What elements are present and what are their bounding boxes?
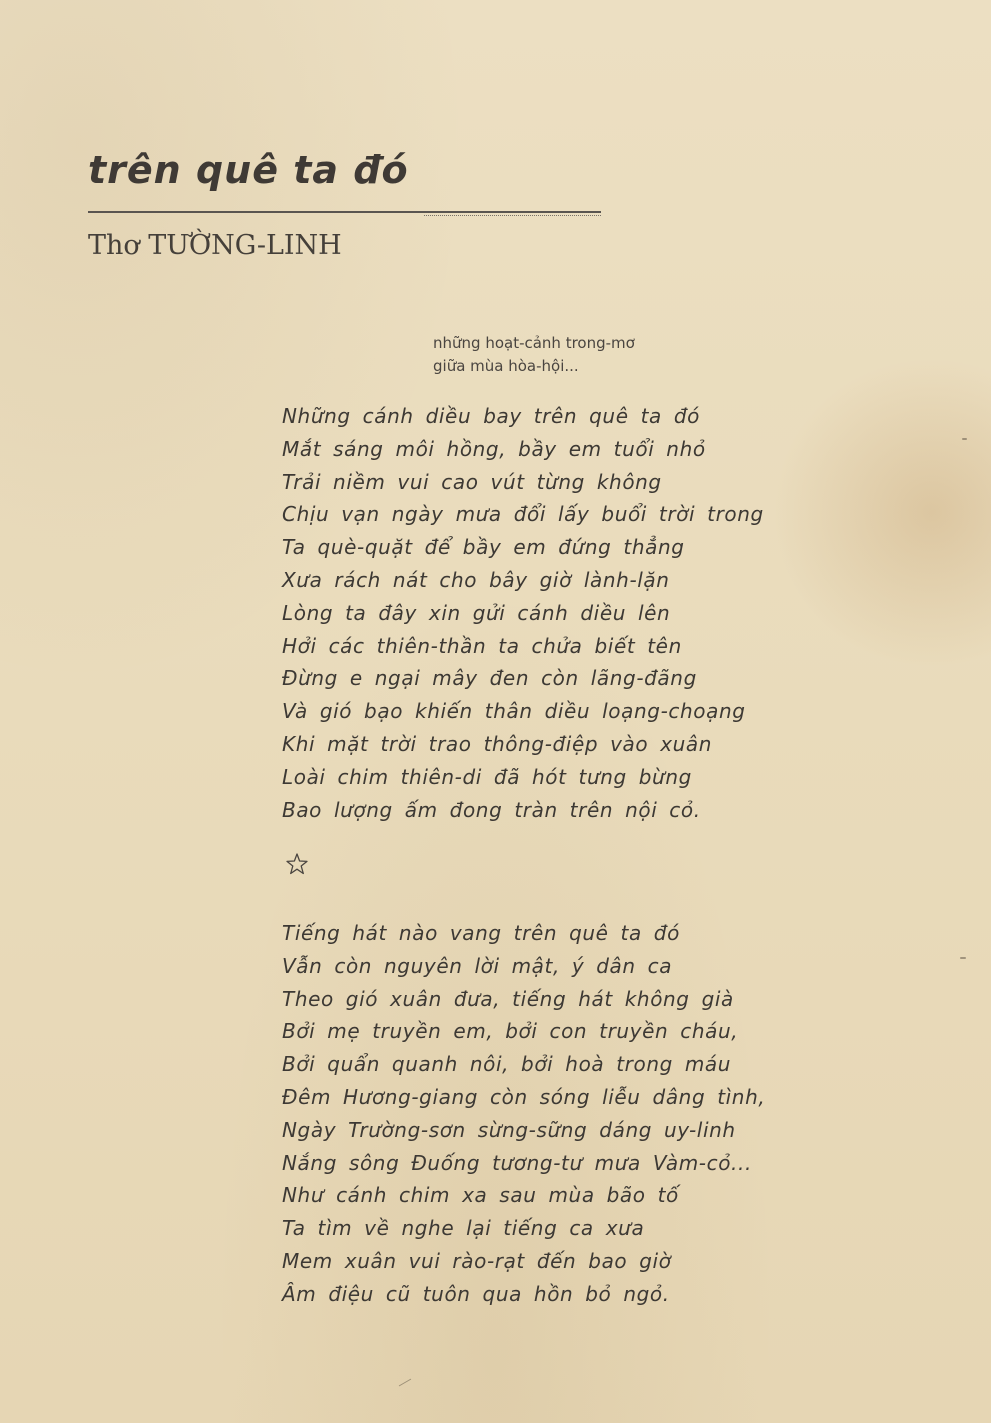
- paper-speck: [962, 438, 967, 440]
- verse-line: Ngày Trường-sơn sừng-sững dáng uy-linh: [282, 1117, 736, 1142]
- verse-line: Âm điệu cũ tuôn qua hồn bỏ ngỏ.: [282, 1281, 670, 1306]
- epigraph: [433, 332, 635, 378]
- stanza-1: [282, 400, 764, 826]
- title-rule-dotted: [424, 215, 601, 216]
- verse-line: Theo gió xuân đưa, tiếng hát không già: [282, 986, 734, 1011]
- verse-line: Và gió bạo khiến thân diều loạng-choạng: [282, 699, 746, 724]
- verse-line: Loài chim thiên-di đã hót tưng bừng: [282, 764, 692, 789]
- paper-speck: [960, 957, 966, 959]
- stanza-2: [282, 917, 765, 1311]
- verse-line: Đêm Hương-giang còn sóng liễu dâng tình,: [282, 1084, 766, 1109]
- poem-title: trên quê ta đó: [88, 148, 409, 192]
- verse-line: Bao lượng ấm đong tràn trên nội cỏ.: [282, 797, 701, 822]
- verse-line: Mem xuân vui rào-rạt đến bao giờ: [282, 1248, 672, 1273]
- verse-line: Trải niềm vui cao vút từng không: [282, 469, 662, 494]
- verse-line: Hởi các thiên-thần ta chửa biết tên: [282, 633, 682, 658]
- verse-line: Bởi quẩn quanh nôi, bởi hoà trong máu: [282, 1052, 732, 1077]
- verse-line: Ta què-quặt để bầy em đứng thẳng: [282, 535, 685, 560]
- paper-speck: [399, 1379, 412, 1387]
- verse-line: Mắt sáng môi hồng, bầy em tuổi nhỏ: [282, 436, 706, 461]
- verse-line: Xưa rách nát cho bây giờ lành-lặn: [282, 567, 670, 592]
- verse-line: Lòng ta đây xin gửi cánh diều lên: [282, 600, 671, 625]
- verse-line: Bởi mẹ truyền em, bởi con truyền cháu,: [282, 1019, 739, 1044]
- epigraph-line: những hoạt-cảnh trong-mơ: [433, 334, 635, 352]
- verse-line: Vẫn còn nguyên lời mật, ý dân ca: [282, 953, 673, 978]
- verse-line: Nắng sông Đuống tương-tư mưa Vàm-cỏ...: [282, 1150, 752, 1175]
- verse-line: Khi mặt trời trao thông-điệp vào xuân: [282, 731, 713, 756]
- verse-line: Chịu vạn ngày mưa đổi lấy buổi trời trong: [282, 502, 764, 527]
- verse-line: Như cánh chim xa sau mùa bão tố: [282, 1183, 679, 1208]
- poem-author: Thơ TƯỜNG-LINH: [88, 230, 342, 261]
- verse-line: Tiếng hát nào vang trên quê ta đó: [282, 921, 680, 945]
- title-rule: [88, 211, 601, 213]
- star-icon: [285, 852, 309, 876]
- epigraph-line: giữa mùa hòa-hội...: [433, 357, 579, 375]
- verse-line: Ta tìm về nghe lại tiếng ca xưa: [282, 1216, 645, 1241]
- verse-line: Những cánh diều bay trên quê ta đó: [282, 404, 700, 428]
- verse-line: Đừng e ngại mây đen còn lãng-đãng: [282, 666, 697, 691]
